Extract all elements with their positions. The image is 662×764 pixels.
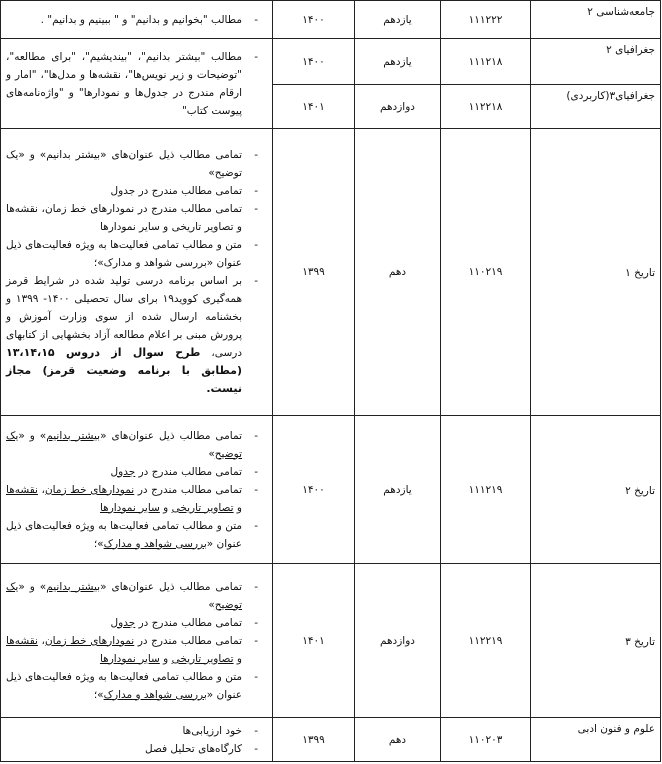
underlined-text: تصاویر تاریخی [171,501,234,514]
year-cell: ۱۴۰۱ [273,85,355,129]
text-run: تمامی مطالب ذیل عنوان‌های « [100,580,242,593]
underlined-text: بررسی شواهد و مدارک [103,537,207,550]
list-item: - متن و مطالب تمامی فعالیت‌ها به ویژه فعالیت‌های ذیل عنوان «بررسی شواهد و مدارک»؛ [6,236,264,272]
table-row [1,39,661,85]
code-cell: ۱۱۰۲۱۹ [441,129,531,416]
grade-cell: دوازدهم [355,564,441,718]
year-cell: ۱۴۰۰ [273,39,355,85]
code-cell: ۱۱۲۲۱۸ [441,85,531,129]
list-item [6,481,264,517]
underlined-text: بیشتر بدانیم [46,580,101,593]
underlined-text: تصاویر تاریخی [171,652,234,665]
underlined-text: نمودارهای خط زمان [44,483,135,496]
text-run: » و « [18,429,47,442]
code-cell: ۱۱۲۲۱۹ [441,564,531,718]
notes-cell [1,1,273,39]
list-item [6,668,264,704]
notes-cell [1,129,273,416]
underlined-text: بررسی شواهد و مدارک [103,688,207,701]
list-item-text: بر اساس برنامه درسی تولید شده در شرایط قرمز همه‌گیری کووید۱۹ برای سال تحصیلی ۱۴۰۰- ۱۳۹۹ و بخشنامه ارسال شده از سوی وزارت آموزش و پرورش مبنی بر اعلام مطالعه آزاد بخشهایی از کتابهای درسی، [6,275,242,359]
year-cell: ۱۳۹۹ [273,718,355,762]
text-run: متن و مطالب تمامی فعالیت‌ها به ویژه فعالیت‌های ذیل عنوان « [6,519,242,550]
notes-cell [1,416,273,564]
list-item [6,632,264,668]
subject-cell [531,129,661,416]
underlined-text: سایر نمودارها [99,501,160,514]
code-cell: ۱۱۱۲۲۲ [441,1,531,39]
grade-cell: یازدهم [355,1,441,39]
list-item: - کارگاه‌های تحلیل فصل [6,740,264,758]
text-run: »؛ [93,537,104,550]
table-row [1,129,661,416]
text-run: تمامی مطالب مندرج در [134,483,242,496]
list-item [6,427,264,463]
list-item: - مطالب "بیشتر بدانیم"، "بیندیشیم"، "برای مطالعه"، "توضیحات و زیر نویس‌ها"، نقشه‌ها و مدل‌ها"، "امار و ارقام مندرج در جدول‌ها و نمودارها" و "واژه‌نامه‌های پیوست کتاب" [6,48,264,120]
text-run: تمامی مطالب مندرج در [135,465,242,478]
grade-cell: دهم [355,718,441,762]
underlined-text: جدول [110,465,136,478]
list-item [6,463,264,481]
underlined-text: بیشتر بدانیم [46,429,101,442]
text-run: » [208,447,215,460]
table-row [1,1,661,39]
subject-label: تاریخ ۳ [625,635,655,648]
text-run: و [233,501,242,514]
list-item [6,578,264,614]
subject-cell [531,564,661,718]
list-item: - تمامی مطالب مندرج در جدول [6,182,264,200]
text-run: و [159,652,172,665]
grade-cell: یازدهم [355,39,441,85]
underlined-text: سایر نمودارها [99,652,160,665]
underlined-text: جدول [110,616,136,629]
underlined-text: نمودارهای خط زمان [44,634,135,647]
code-cell: ۱۱۱۲۱۹ [441,416,531,564]
grade-cell: دهم [355,129,441,416]
subject-label: تاریخ ۱ [625,267,655,279]
text-run: ، [37,634,45,647]
notes-cell [1,564,273,718]
year-cell: ۱۴۰۰ [273,1,355,39]
notes-cell [1,39,273,129]
text-run: » و « [18,580,47,593]
underlined-text: یک توضیح [6,580,242,611]
list-item [6,272,264,398]
subject-cell: جغرافیای۳(کاربردی) [531,85,661,129]
subject-label: تاریخ ۲ [625,484,655,497]
list-item [6,614,264,632]
text-run: و [233,652,242,665]
text-run: متن و مطالب تمامی فعالیت‌ها به ویژه فعالیت‌های ذیل عنوان « [6,670,242,701]
list-item: - تمامی مطالب مندرج در نمودارهای خط زمان، نقشه‌ها و تصاویر تاریخی و سایر نمودارها [6,200,264,236]
code-cell: ۱۱۱۲۱۸ [441,39,531,85]
table-row [1,416,661,564]
subject-cell: علوم و فنون ادبی [531,718,661,762]
text-run: »؛ [93,688,104,701]
text-run: ، [37,483,45,496]
underlined-text: نقشه‌ها [6,634,38,647]
underlined-text: یک توضیح [6,429,242,460]
list-item: - خود ارزیابی‌ها [6,722,264,740]
code-cell: ۱۱۰۲۰۳ [441,718,531,762]
grade-cell: یازدهم [355,416,441,564]
text-run: » [208,598,215,611]
year-cell: ۱۴۰۰ [273,416,355,564]
grade-cell: دوازدهم [355,85,441,129]
subject-cell [531,416,661,564]
subject-cell: جغرافیای ۲ [531,39,661,85]
year-cell: ۱۳۹۹ [273,129,355,416]
table-row [1,718,661,762]
text-run: و [159,501,172,514]
text-run: تمامی مطالب ذیل عنوان‌های « [100,429,242,442]
subject-cell: جامعه‌شناسی ۲ [531,1,661,39]
list-item: - مطالب "بخوانیم و بدانیم" و " ببینیم و بدانیم" . [6,11,264,29]
list-item: - تمامی مطالب ذیل عنوان‌های «بیشتر بدانیم» و «یک توضیح» [6,146,264,182]
text-run: تمامی مطالب مندرج در [134,634,242,647]
table-row [1,564,661,718]
notes-cell [1,718,273,762]
underlined-text: نقشه‌ها [6,483,38,496]
year-cell: ۱۴۰۱ [273,564,355,718]
list-item-bold-text: طرح سوال از دروس ۱۳،۱۴،۱۵ (مطابق با برنامه وضعیت قرمز) مجاز نیست. [6,346,242,395]
list-item [6,517,264,553]
text-run: تمامی مطالب مندرج در [135,616,242,629]
